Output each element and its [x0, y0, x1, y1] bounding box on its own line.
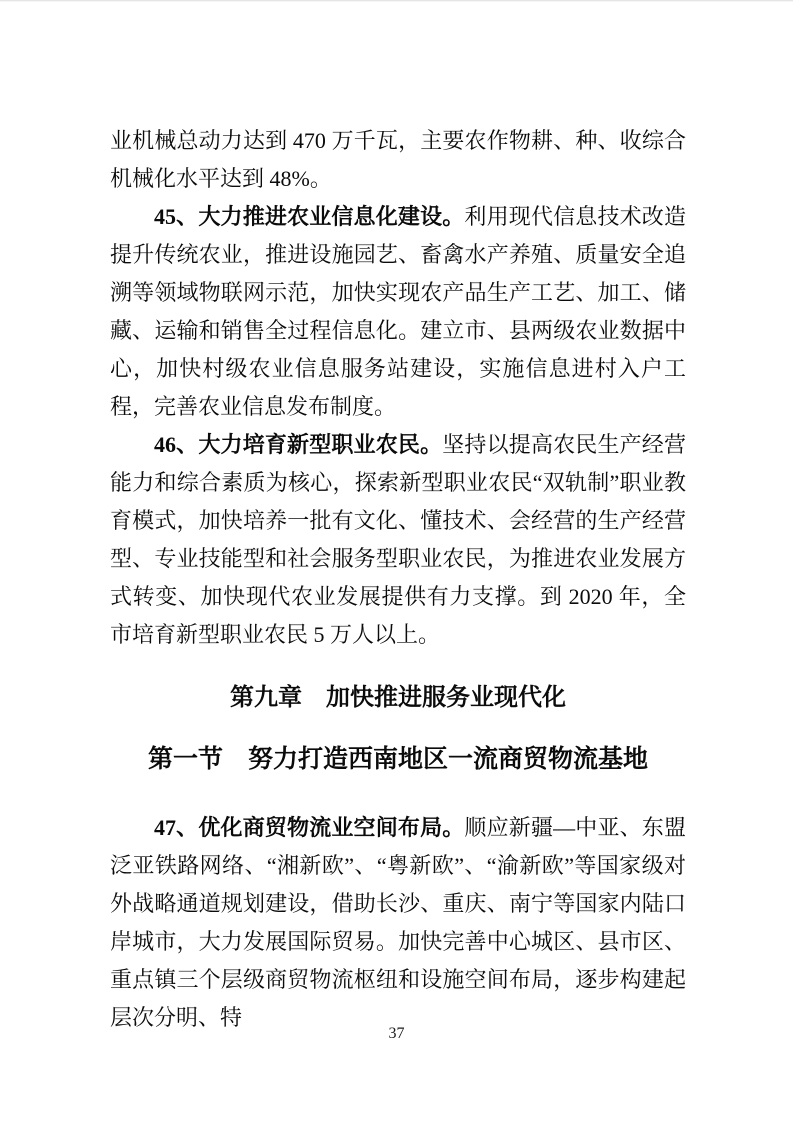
section-text-block	[110, 809, 686, 1037]
paragraph-47	[110, 809, 686, 1037]
paragraph-44-text: 业机械总动力达到 470 万千瓦，主要农作物耕、种、收综合机械化水平达到 48%。	[110, 128, 686, 191]
paragraph-47-lead: 47、优化商贸物流业空间布局。	[154, 815, 465, 840]
paragraph-45	[110, 198, 686, 426]
paragraph-46-lead: 46、大力培育新型职业农民。	[154, 432, 443, 457]
paragraph-47-text: 顺应新疆—中亚、东盟泛亚铁路网络、“湘新欧”、“粤新欧”、“渝新欧”等国家级对外战略通道规划建设，借助长沙、重庆、南宁等国家内陆口岸城市，大力发展国际贸易。加快完善中心城区、县市区、重点镇三个层级商贸物流枢纽和设施空间布局，逐步构建起层次分明、特	[110, 815, 686, 1030]
paragraph-46-text: 坚持以提高农民生产经营能力和综合素质为核心，探索新型职业农民“双轨制”职业教育模式，加快培养一批有文化、懂技术、会经营的生产经营型、专业技能型和社会服务型职业农民，为推进农业发展方式转变、加快现代农业发展提供有力支撑。到 2020 年，全市培育新型职业农民 5 万人以上。	[110, 432, 686, 647]
page-number: 37	[388, 1025, 405, 1042]
page-top-edge-shading	[0, 0, 793, 2]
section-heading: 第一节 努力打造西南地区一流商贸物流基地	[147, 746, 648, 773]
body-text-block	[110, 122, 686, 654]
paragraph-45-text: 利用现代信息技术改造提升传统农业，推进设施园艺、畜禽水产养殖、质量安全追溯等领域物联网示范，加快实现农产品生产工艺、加工、储藏、运输和销售全过程信息化。建立市、县两级农业数据中心，加快村级农业信息服务站建设，实施信息进村入户工程，完善农业信息发布制度。	[110, 204, 686, 419]
chapter-heading: 第九章 加快推进服务业现代化	[230, 684, 566, 711]
paragraph-45-lead: 45、大力推进农业信息化建设。	[154, 204, 465, 229]
paragraph-44-continuation	[110, 122, 686, 198]
paragraph-46	[110, 426, 686, 654]
